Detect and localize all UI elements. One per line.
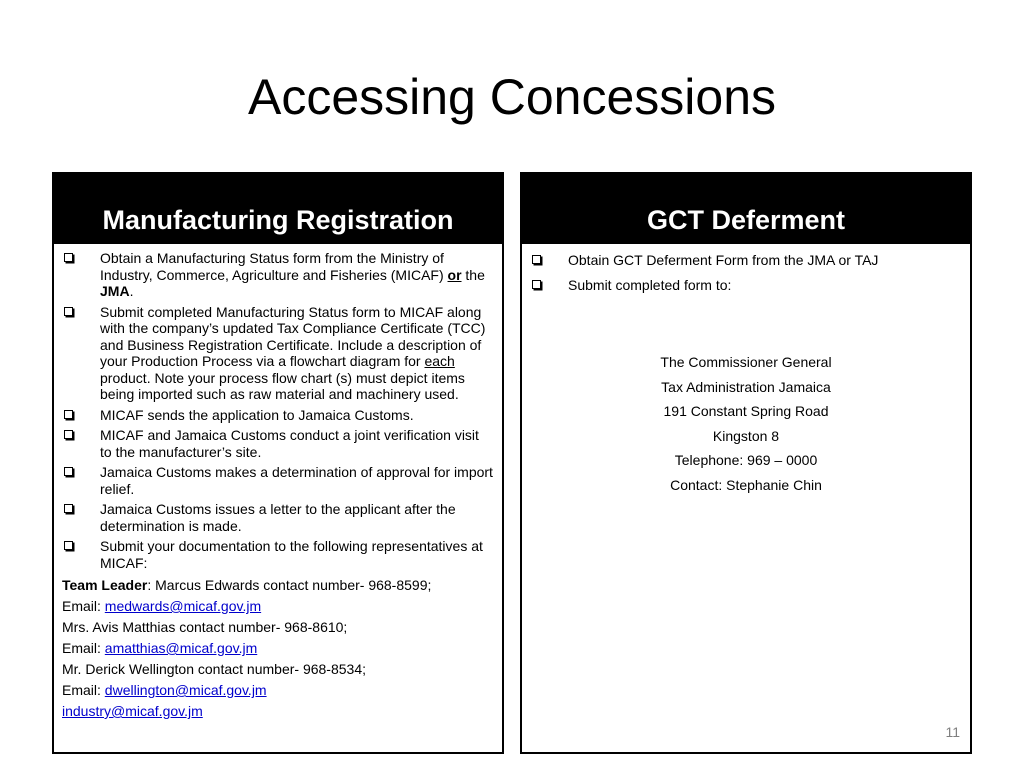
manufacturing-registration-panel <box>52 172 504 754</box>
slide-title: Accessing Concessions <box>247 69 777 125</box>
step-text: Obtain a Manufacturing Status form from the Ministry of Industry, Commerce, Agriculture and Fisheries (MICAF) <box>100 250 448 283</box>
gct-deferment-header: GCT Deferment <box>522 174 970 244</box>
checkbox-bullet-icon <box>64 307 73 316</box>
manufacturing-steps-list <box>62 250 494 571</box>
checkbox-bullet-icon <box>64 467 73 476</box>
address-line-telephone: Telephone: 969 – 0000 <box>674 452 818 468</box>
gct-deferment-panel <box>520 172 972 754</box>
email-link-industry[interactable]: industry@micaf.gov.jm <box>62 703 203 719</box>
email-label: Email: <box>62 682 105 698</box>
team-leader-text: : Marcus Edwards contact number- 968-8599; <box>147 577 432 593</box>
step-text: Obtain GCT Deferment Form from the JMA or TAJ <box>568 252 879 268</box>
step-text: Submit your documentation to the following representatives at MICAF: <box>100 538 483 571</box>
step-text: MICAF and Jamaica Customs conduct a joint verification visit to the manufacturer’s site. <box>100 427 479 460</box>
team-leader-line <box>62 577 494 594</box>
manufacturing-registration-header: Manufacturing Registration <box>54 174 502 244</box>
step-text: the <box>461 266 485 283</box>
step-text: Jamaica Customs issues a letter to the applicant after the determination is made. <box>100 501 456 534</box>
checkbox-bullet-icon <box>532 255 541 264</box>
step-text: Jamaica Customs makes a determination of approval for import relief. <box>100 464 493 497</box>
email-label: Email: <box>62 598 105 614</box>
step-text: Submit completed Manufacturing Status form to MICAF along with the company’s updated Tax Compliance Certificate (TCC) and Business Registration Certificate. Include a description of your Production Process via a flowchart diagram for <box>100 303 486 369</box>
list-item <box>62 407 494 424</box>
jma-emphasis: JMA <box>100 283 130 299</box>
address-line-title: The Commissioner General <box>660 354 832 370</box>
email-line-2 <box>62 640 494 657</box>
general-email-line <box>62 703 494 720</box>
list-item <box>62 250 494 300</box>
checkbox-bullet-icon <box>64 253 73 262</box>
gct-steps-list <box>530 252 962 293</box>
step-text: Submit completed form to: <box>568 276 732 293</box>
list-item <box>530 252 962 269</box>
step-text: product. Note your process flow chart (s) must depict items being imported such as raw material and machinery used. <box>100 369 465 402</box>
address-line-contact: Contact: Stephanie Chin <box>670 476 822 493</box>
email-line-3 <box>62 682 494 699</box>
list-item <box>62 501 494 534</box>
page-number: 11 <box>945 724 960 740</box>
list-item <box>62 538 494 571</box>
checkbox-bullet-icon <box>532 280 541 289</box>
email-link-medwards[interactable]: medwards@micaf.gov.jm <box>104 598 262 614</box>
manufacturing-registration-body <box>54 244 502 720</box>
checkbox-bullet-icon <box>64 410 73 419</box>
person-line-2: Mrs. Avis Matthias contact number- 968-8610; <box>62 619 348 635</box>
each-emphasis: each <box>424 353 455 369</box>
step-text: . <box>129 283 134 299</box>
email-line-1 <box>62 598 494 615</box>
checkbox-bullet-icon <box>64 504 73 513</box>
email-link-dwellington[interactable]: dwellington@micaf.gov.jm <box>104 682 267 698</box>
address-line-street: 191 Constant Spring Road <box>663 403 829 419</box>
email-label: Email: <box>62 640 105 656</box>
address-line-agency: Tax Administration Jamaica <box>661 378 831 395</box>
list-item <box>530 277 962 294</box>
step-text: MICAF sends the application to Jamaica Customs. <box>100 406 414 423</box>
list-item <box>62 304 494 403</box>
checkbox-bullet-icon <box>64 430 73 439</box>
person-line-3: Mr. Derick Wellington contact number- 968-8534; <box>62 661 366 677</box>
taj-address-block <box>530 350 962 497</box>
list-item <box>62 427 494 460</box>
team-leader-label: Team Leader <box>62 577 148 593</box>
list-item <box>62 464 494 497</box>
address-line-city: Kingston 8 <box>712 427 780 444</box>
or-emphasis: or <box>447 266 462 283</box>
email-link-amatthias[interactable]: amatthias@micaf.gov.jm <box>104 640 258 656</box>
checkbox-bullet-icon <box>64 541 73 550</box>
gct-deferment-body <box>522 244 970 497</box>
